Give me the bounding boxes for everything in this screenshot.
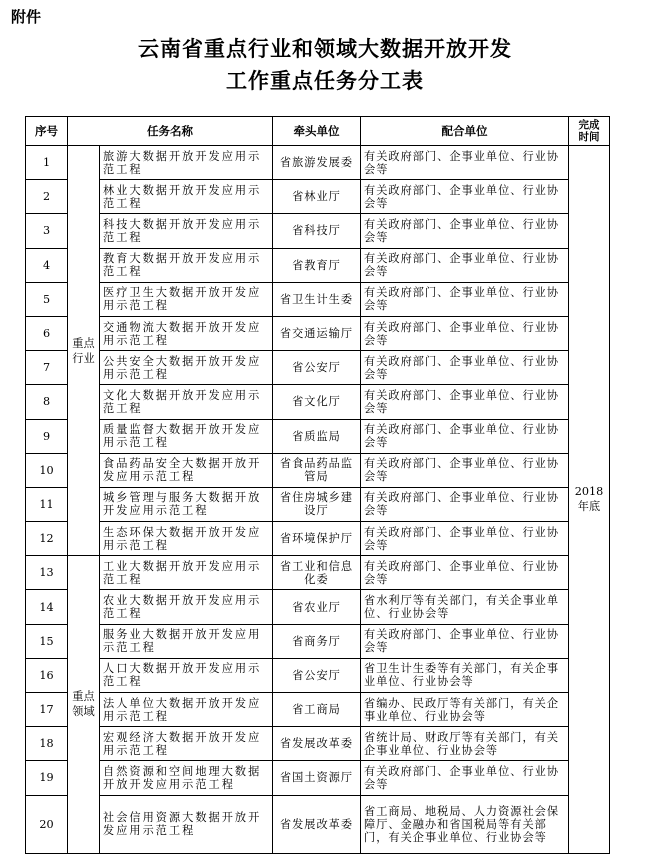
header-time-line1: 完成 [578,119,600,131]
table-row [26,727,610,761]
table-row [26,180,610,214]
cooperating-units: 有关政府部门、企事业单位、行业协会等 [361,146,569,180]
lead-unit: 省林业厅 [273,180,361,214]
task-name: 公共安全大数据开放开发应用示范工程 [100,351,273,385]
deadline-line2: 年底 [577,500,601,514]
category-cell [68,146,100,556]
task-name: 农业大数据开放开发应用示范工程 [100,590,273,624]
cooperating-units: 省卫生计生委等有关部门，有关企事业单位、行业协会等 [361,658,569,692]
cooperating-units: 有关政府部门、企事业单位、行业协会等 [361,522,569,556]
lead-unit: 省文化厅 [273,385,361,419]
task-name: 林业大数据开放开发应用示范工程 [100,180,273,214]
lead-unit: 省教育厅 [273,248,361,282]
lead-unit: 省发展改革委 [273,795,361,853]
cooperating-units: 有关政府部门、企事业单位、行业协会等 [361,624,569,658]
table-row [26,248,610,282]
task-name: 工业大数据开放开发应用示范工程 [100,556,273,590]
table-row [26,385,610,419]
table-row [26,658,610,692]
task-name: 社会信用资源大数据开放开发应用示范工程 [100,795,273,853]
header-lead: 牵头单位 [273,117,361,146]
task-name: 法人单位大数据开放开发应用示范工程 [100,693,273,727]
lead-unit: 省交通运输厅 [273,316,361,350]
table-row [26,693,610,727]
row-number: 10 [26,453,68,487]
lead-unit: 省科技厅 [273,214,361,248]
lead-unit: 省工商局 [273,693,361,727]
row-number: 16 [26,658,68,692]
document-title-line2: 工作重点任务分工表 [226,68,424,93]
document-title-line1: 云南省重点行业和领域大数据开放开发 [138,36,512,61]
cooperating-units: 有关政府部门、企事业单位、行业协会等 [361,556,569,590]
lead-unit: 省卫生计生委 [273,282,361,316]
cooperating-units: 省编办、民政厅等有关部门，有关企事业单位、行业协会等 [361,693,569,727]
task-name: 医疗卫生大数据开放开发应用示范工程 [100,282,273,316]
table-row [26,316,610,350]
cooperating-units: 有关政府部门、企事业单位、行业协会等 [361,316,569,350]
cooperating-units: 有关政府部门、企事业单位、行业协会等 [361,180,569,214]
row-number: 12 [26,522,68,556]
task-name: 人口大数据开放开发应用示范工程 [100,658,273,692]
row-number: 9 [26,419,68,453]
category-line1: 重点 [72,690,95,704]
task-name: 文化大数据开放开发应用示范工程 [100,385,273,419]
cooperating-units: 省工商局、地税局、人力资源社会保障厅、金融办和省国税局等有关部门，有关企事业单位、行业协会等 [361,795,569,853]
table-row [26,624,610,658]
lead-unit: 省质监局 [273,419,361,453]
task-name: 城乡管理与服务大数据开放开发应用示范工程 [100,487,273,521]
row-number: 3 [26,214,68,248]
task-name: 科技大数据开放开发应用示范工程 [100,214,273,248]
lead-unit: 省食品药品监管局 [273,453,361,487]
lead-unit: 省环境保护厅 [273,522,361,556]
lead-unit: 省公安厅 [273,351,361,385]
cooperating-units: 有关政府部门、企事业单位、行业协会等 [361,453,569,487]
cooperating-units: 省水利厅等有关部门，有关企事业单位、行业协会等 [361,590,569,624]
table-row [26,282,610,316]
lead-unit: 省工业和信息化委 [273,556,361,590]
lead-unit: 省国土资源厅 [273,761,361,795]
header-no: 序号 [26,117,68,146]
row-number: 20 [26,795,68,853]
row-number: 17 [26,693,68,727]
cooperating-units: 有关政府部门、企事业单位、行业协会等 [361,248,569,282]
cooperating-units: 有关政府部门、企事业单位、行业协会等 [361,351,569,385]
deadline-cell [569,146,610,854]
table-row [26,146,610,180]
task-name: 自然资源和空间地理大数据开放开发应用示范工程 [100,761,273,795]
header-time [569,117,610,146]
table-row [26,453,610,487]
row-number: 7 [26,351,68,385]
row-number: 18 [26,727,68,761]
attachment-label: 附件 [11,8,42,26]
row-number: 8 [26,385,68,419]
cooperating-units: 有关政府部门、企事业单位、行业协会等 [361,419,569,453]
row-number: 4 [26,248,68,282]
task-name: 教育大数据开放开发应用示范工程 [100,248,273,282]
row-number: 19 [26,761,68,795]
table-row [26,487,610,521]
task-allocation-table [25,116,610,854]
table-row [26,214,610,248]
header-task: 任务名称 [68,117,273,146]
lead-unit: 省发展改革委 [273,727,361,761]
category-line1: 重点 [72,336,95,350]
row-number: 13 [26,556,68,590]
row-number: 15 [26,624,68,658]
task-name: 交通物流大数据开放开发应用示范工程 [100,316,273,350]
row-number: 5 [26,282,68,316]
task-name: 服务业大数据开放开发应用示范工程 [100,624,273,658]
row-number: 1 [26,146,68,180]
task-name: 宏观经济大数据开放开发应用示范工程 [100,727,273,761]
task-name: 食品药品安全大数据开放开发应用示范工程 [100,453,273,487]
table-row [26,590,610,624]
lead-unit: 省公安厅 [273,658,361,692]
cooperating-units: 有关政府部门、企事业单位、行业协会等 [361,282,569,316]
task-name: 旅游大数据开放开发应用示范工程 [100,146,273,180]
row-number: 6 [26,316,68,350]
table-row [26,795,610,853]
lead-unit: 省农业厅 [273,590,361,624]
table-row [26,761,610,795]
header-coop: 配合单位 [361,117,569,146]
cooperating-units: 有关政府部门、企事业单位、行业协会等 [361,487,569,521]
table-row [26,419,610,453]
task-name: 质量监督大数据开放开发应用示范工程 [100,419,273,453]
cooperating-units: 有关政府部门、企事业单位、行业协会等 [361,385,569,419]
cooperating-units: 有关政府部门、企事业单位、行业协会等 [361,214,569,248]
cooperating-units: 有关政府部门、企事业单位、行业协会等 [361,761,569,795]
row-number: 2 [26,180,68,214]
category-cell [68,556,100,853]
table-row [26,522,610,556]
category-line2: 领域 [72,705,95,719]
task-name: 生态环保大数据开放开发应用示范工程 [100,522,273,556]
lead-unit: 省商务厅 [273,624,361,658]
table-row [26,556,610,590]
lead-unit: 省住房城乡建设厅 [273,487,361,521]
row-number: 14 [26,590,68,624]
category-line2: 行业 [72,351,95,365]
row-number: 11 [26,487,68,521]
cooperating-units: 省统计局、财政厅等有关部门，有关企事业单位、行业协会等 [361,727,569,761]
header-time-line2: 时间 [578,131,600,143]
deadline-line1: 2018 [574,485,604,499]
table-row [26,351,610,385]
lead-unit: 省旅游发展委 [273,146,361,180]
table-header-row [26,117,610,146]
